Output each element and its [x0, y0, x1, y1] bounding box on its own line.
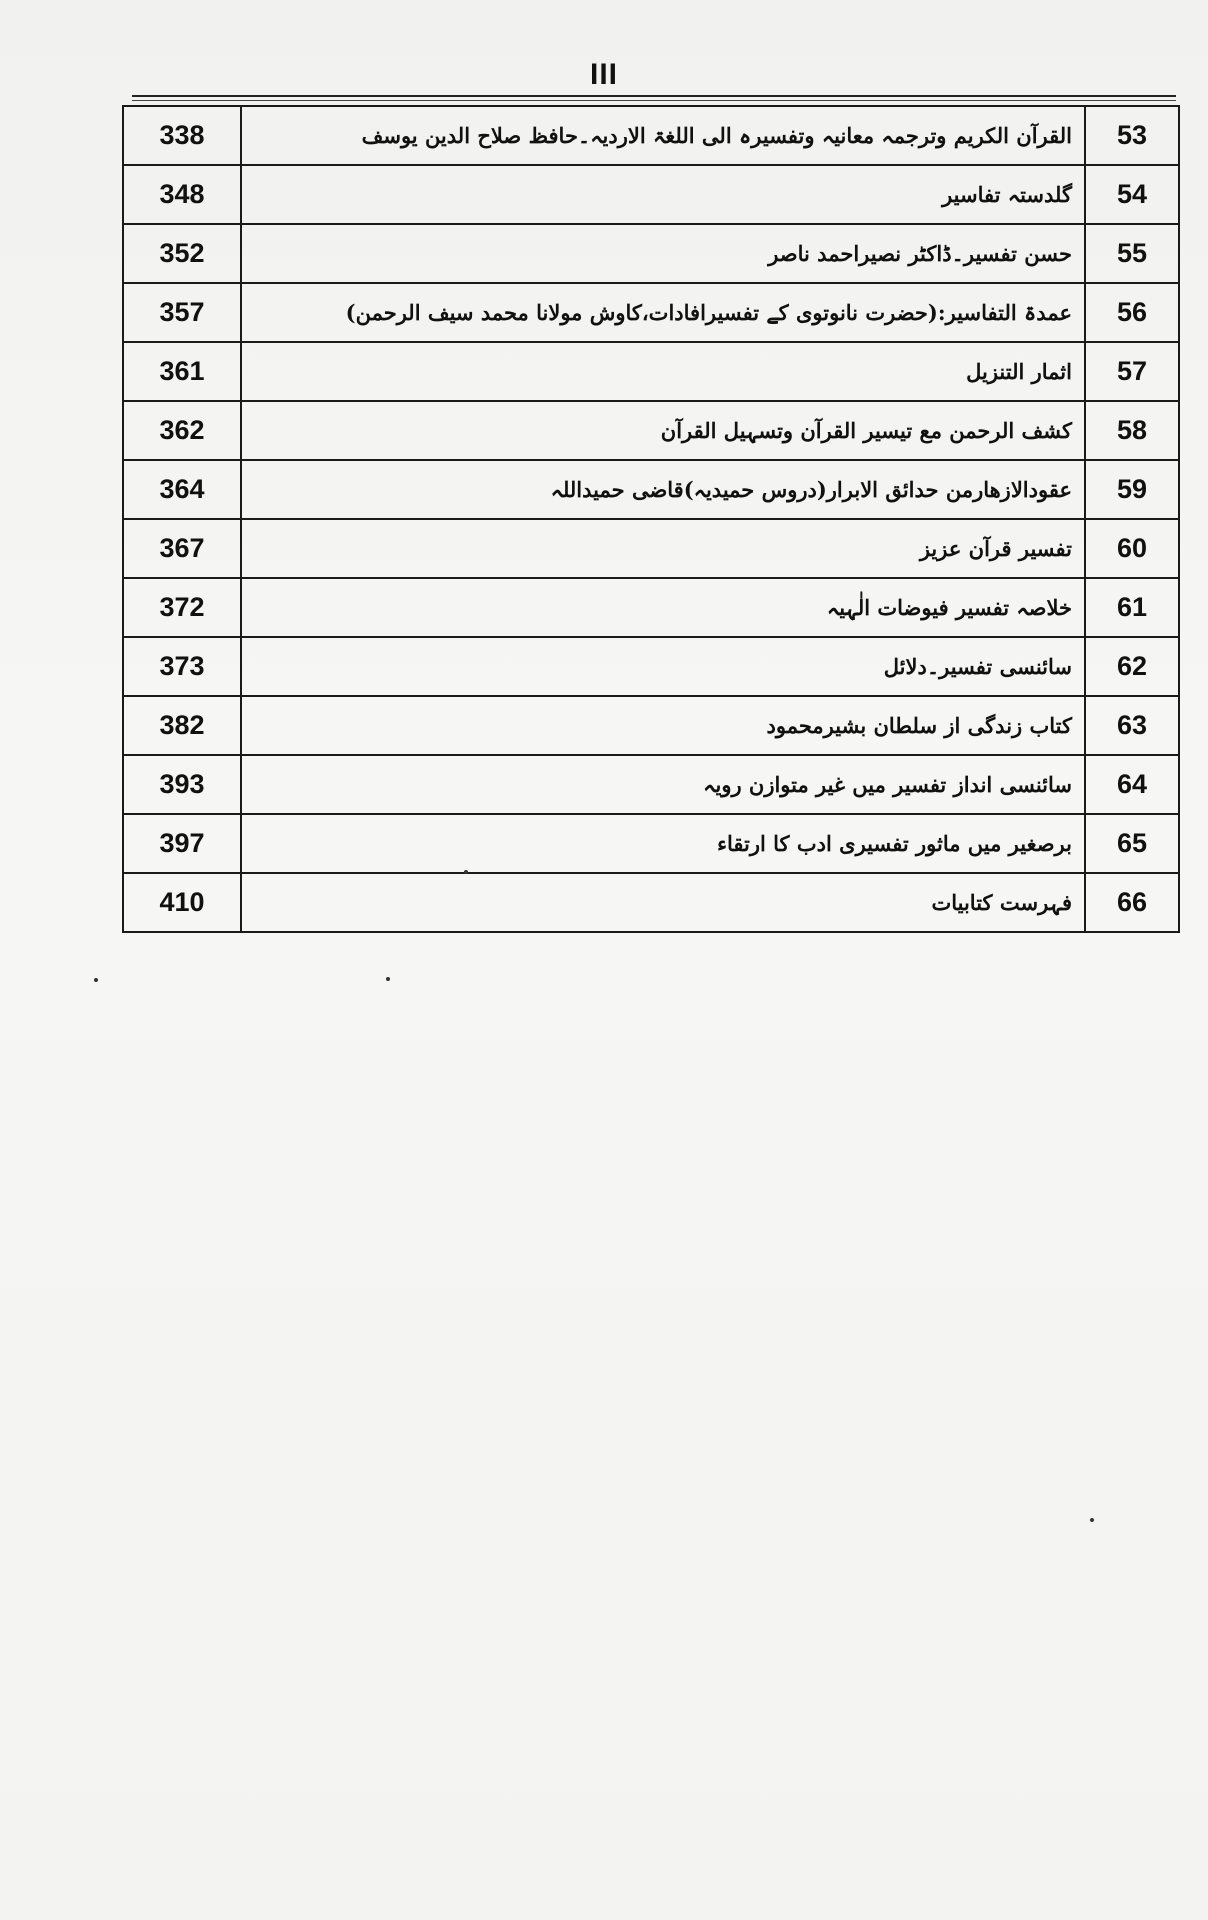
toc-page-number: 348: [123, 165, 241, 224]
toc-page-number: 338: [123, 106, 241, 165]
toc-title: کتاب زندگی از سلطان بشیرمحمود: [241, 696, 1085, 755]
toc-title: سائنسی انداز تفسیر میں غیر متوازن رویہ: [241, 755, 1085, 814]
toc-page-number: 352: [123, 224, 241, 283]
toc-row: [123, 519, 1179, 578]
toc-row: [123, 106, 1179, 165]
toc-entry-number: 61: [1085, 578, 1179, 637]
toc-row: [123, 165, 1179, 224]
toc-entry-number: 55: [1085, 224, 1179, 283]
toc-entry-number: 64: [1085, 755, 1179, 814]
page-number: III: [589, 58, 618, 91]
paper-speck: [464, 870, 468, 874]
toc-row: [123, 401, 1179, 460]
toc-title: القرآن الکریم وترجمہ معانیہ وتفسیرہ الی اللغۃ الاردیہ۔حافظ صلاح الدین یوسف: [241, 106, 1085, 165]
toc-entry-number: 63: [1085, 696, 1179, 755]
toc-title: عمدۃ التفاسیر:(حضرت نانوتوی کے تفسیرافادات،کاوش مولانا محمد سیف الرحمن): [241, 283, 1085, 342]
toc-row: [123, 578, 1179, 637]
toc-entry-number: 62: [1085, 637, 1179, 696]
toc-entry-number: 53: [1085, 106, 1179, 165]
toc-row: [123, 460, 1179, 519]
toc-entry-number: 60: [1085, 519, 1179, 578]
toc-row: [123, 637, 1179, 696]
toc-row: [123, 696, 1179, 755]
toc-row: [123, 873, 1179, 932]
toc-body: [123, 106, 1179, 932]
toc-title: تفسیر قرآن عزیز: [241, 519, 1085, 578]
toc-title: برصغیر میں ماثور تفسیری ادب کا ارتقاء: [241, 814, 1085, 873]
toc-title: حسن تفسیر۔ڈاکٹر نصیراحمد ناصر: [241, 224, 1085, 283]
toc-title: گلدستہ تفاسیر: [241, 165, 1085, 224]
toc-page-number: 361: [123, 342, 241, 401]
toc-page-number: 373: [123, 637, 241, 696]
toc-page-number: 393: [123, 755, 241, 814]
toc-title: خلاصہ تفسیر فیوضات الٰہیہ: [241, 578, 1085, 637]
toc-title: اثمار التنزیل: [241, 342, 1085, 401]
toc-title: عقودالازھارمن حدائق الابرار(دروس حمیدیہ)قاضی حمیداللہ: [241, 460, 1085, 519]
toc-page-number: 410: [123, 873, 241, 932]
table-of-contents: [122, 105, 1180, 933]
toc-title: فہرست کتابیات: [241, 873, 1085, 932]
toc-title: سائنسی تفسیر۔دلائل: [241, 637, 1085, 696]
toc-page-number: 382: [123, 696, 241, 755]
toc-page-number: 364: [123, 460, 241, 519]
toc-page-number: 367: [123, 519, 241, 578]
toc-entry-number: 59: [1085, 460, 1179, 519]
toc-entry-number: 54: [1085, 165, 1179, 224]
paper-speck: [1090, 1518, 1094, 1522]
header-rule: [132, 95, 1176, 97]
toc-entry-number: 56: [1085, 283, 1179, 342]
toc-entry-number: 57: [1085, 342, 1179, 401]
paper-speck: [386, 977, 390, 981]
toc-title: کشف الرحمن مع تیسیر القرآن وتسہیل القرآن: [241, 401, 1085, 460]
header-rule-thin: [132, 100, 1176, 101]
toc-row: [123, 755, 1179, 814]
toc-row: [123, 283, 1179, 342]
toc-page-number: 372: [123, 578, 241, 637]
toc-page-number: 362: [123, 401, 241, 460]
toc-row: [123, 224, 1179, 283]
paper-speck: [94, 978, 98, 982]
toc-page-number: 357: [123, 283, 241, 342]
toc-entry-number: 65: [1085, 814, 1179, 873]
toc-entry-number: 66: [1085, 873, 1179, 932]
toc-entry-number: 58: [1085, 401, 1179, 460]
toc-page-number: 397: [123, 814, 241, 873]
toc-row: [123, 814, 1179, 873]
toc-row: [123, 342, 1179, 401]
